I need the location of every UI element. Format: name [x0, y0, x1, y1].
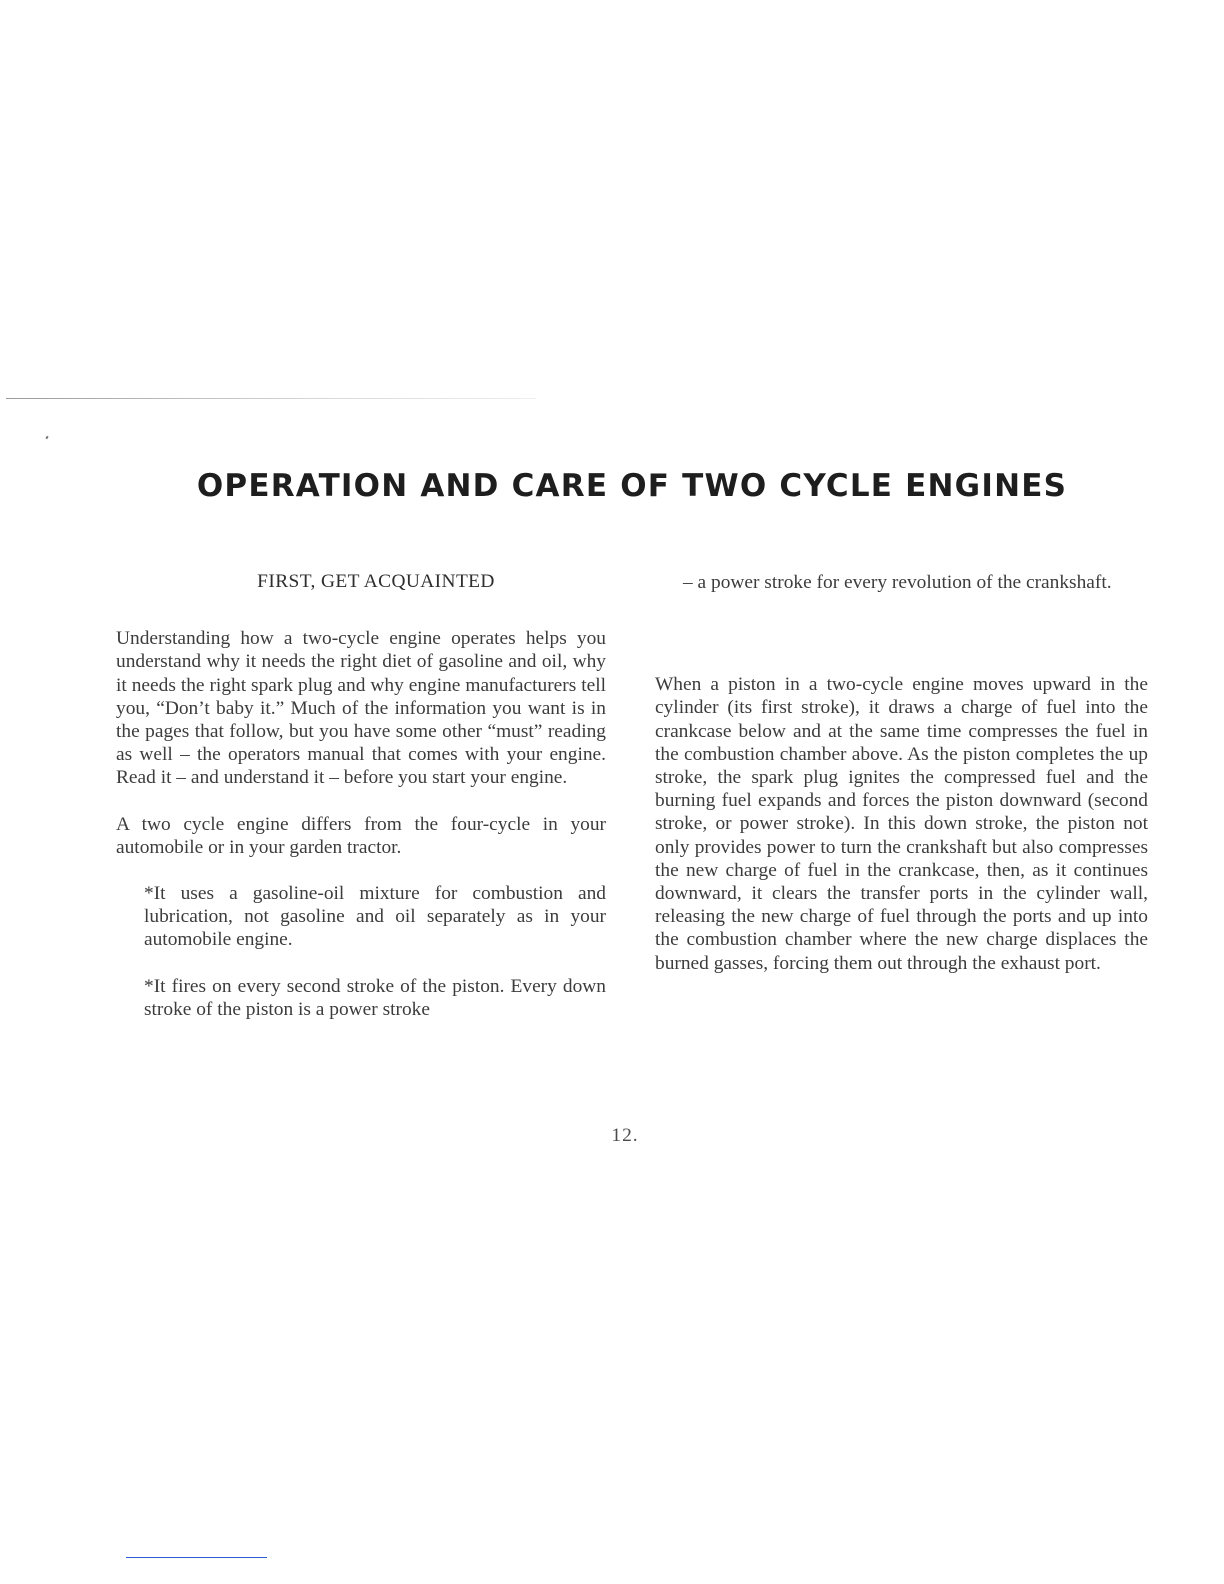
bullet-item-firing: *It fires on every second stroke of the piston. Every down stroke of the piston is a power stroke — [144, 975, 606, 1020]
intro-paragraph: Understanding how a two-cycle engine operates helps you understand why it needs the right diet of gasoline and oil, why it needs the right spark plug and why engine manufacturers tell you, “Don’t baby it.” Much of the information you want is in the pages that follow, but you have some other “must” reading as well – the operators manual that comes with your engine. Read it – and understand it – before you start your engine. — [116, 628, 606, 789]
bullet-continuation: – a power stroke for every revolution of the crankshaft. — [683, 572, 1112, 593]
page-number: 12. — [611, 1125, 639, 1146]
comparison-paragraph: A two cycle engine differs from the four-cycle in your automobile or in your garden tractor. — [116, 813, 606, 858]
scan-rule-line — [6, 398, 536, 399]
bullet-item-mixture: *It uses a gasoline-oil mixture for combustion and lubrication, not gasoline and oil separately as in your automobile engine. — [144, 883, 606, 951]
section-heading: FIRST, GET ACQUAINTED — [257, 571, 495, 592]
page-title: OPERATION AND CARE OF TWO CYCLE ENGINES — [196, 468, 1068, 504]
scan-speck-mark — [45, 436, 48, 440]
right-column — [655, 571, 1148, 975]
bullet-list — [116, 882, 606, 1021]
piston-cycle-paragraph: When a piston in a two-cycle engine moves upward in the cylinder (its first stroke), it draws a charge of fuel into the crankcase below and at the same time compresses the fuel in the combustion chamber above. As the piston completes the up stroke, the spark plug ignites the compressed fuel and the burning fuel expands and forces the piston downward (second stroke, or power stroke). In this down stroke, the piston not only provides power to turn the crankshaft but also compresses the new charge of fuel in the crankcase, then, as it continues downward, it clears the transfer ports in the cylinder wall, releasing the new charge of fuel through the ports and up into the combustion chamber where the new charge displaces the burned gasses, forcing them out through the exhaust port. — [655, 674, 1148, 974]
bottom-underline-mark — [126, 1557, 267, 1558]
left-column — [116, 570, 606, 1021]
